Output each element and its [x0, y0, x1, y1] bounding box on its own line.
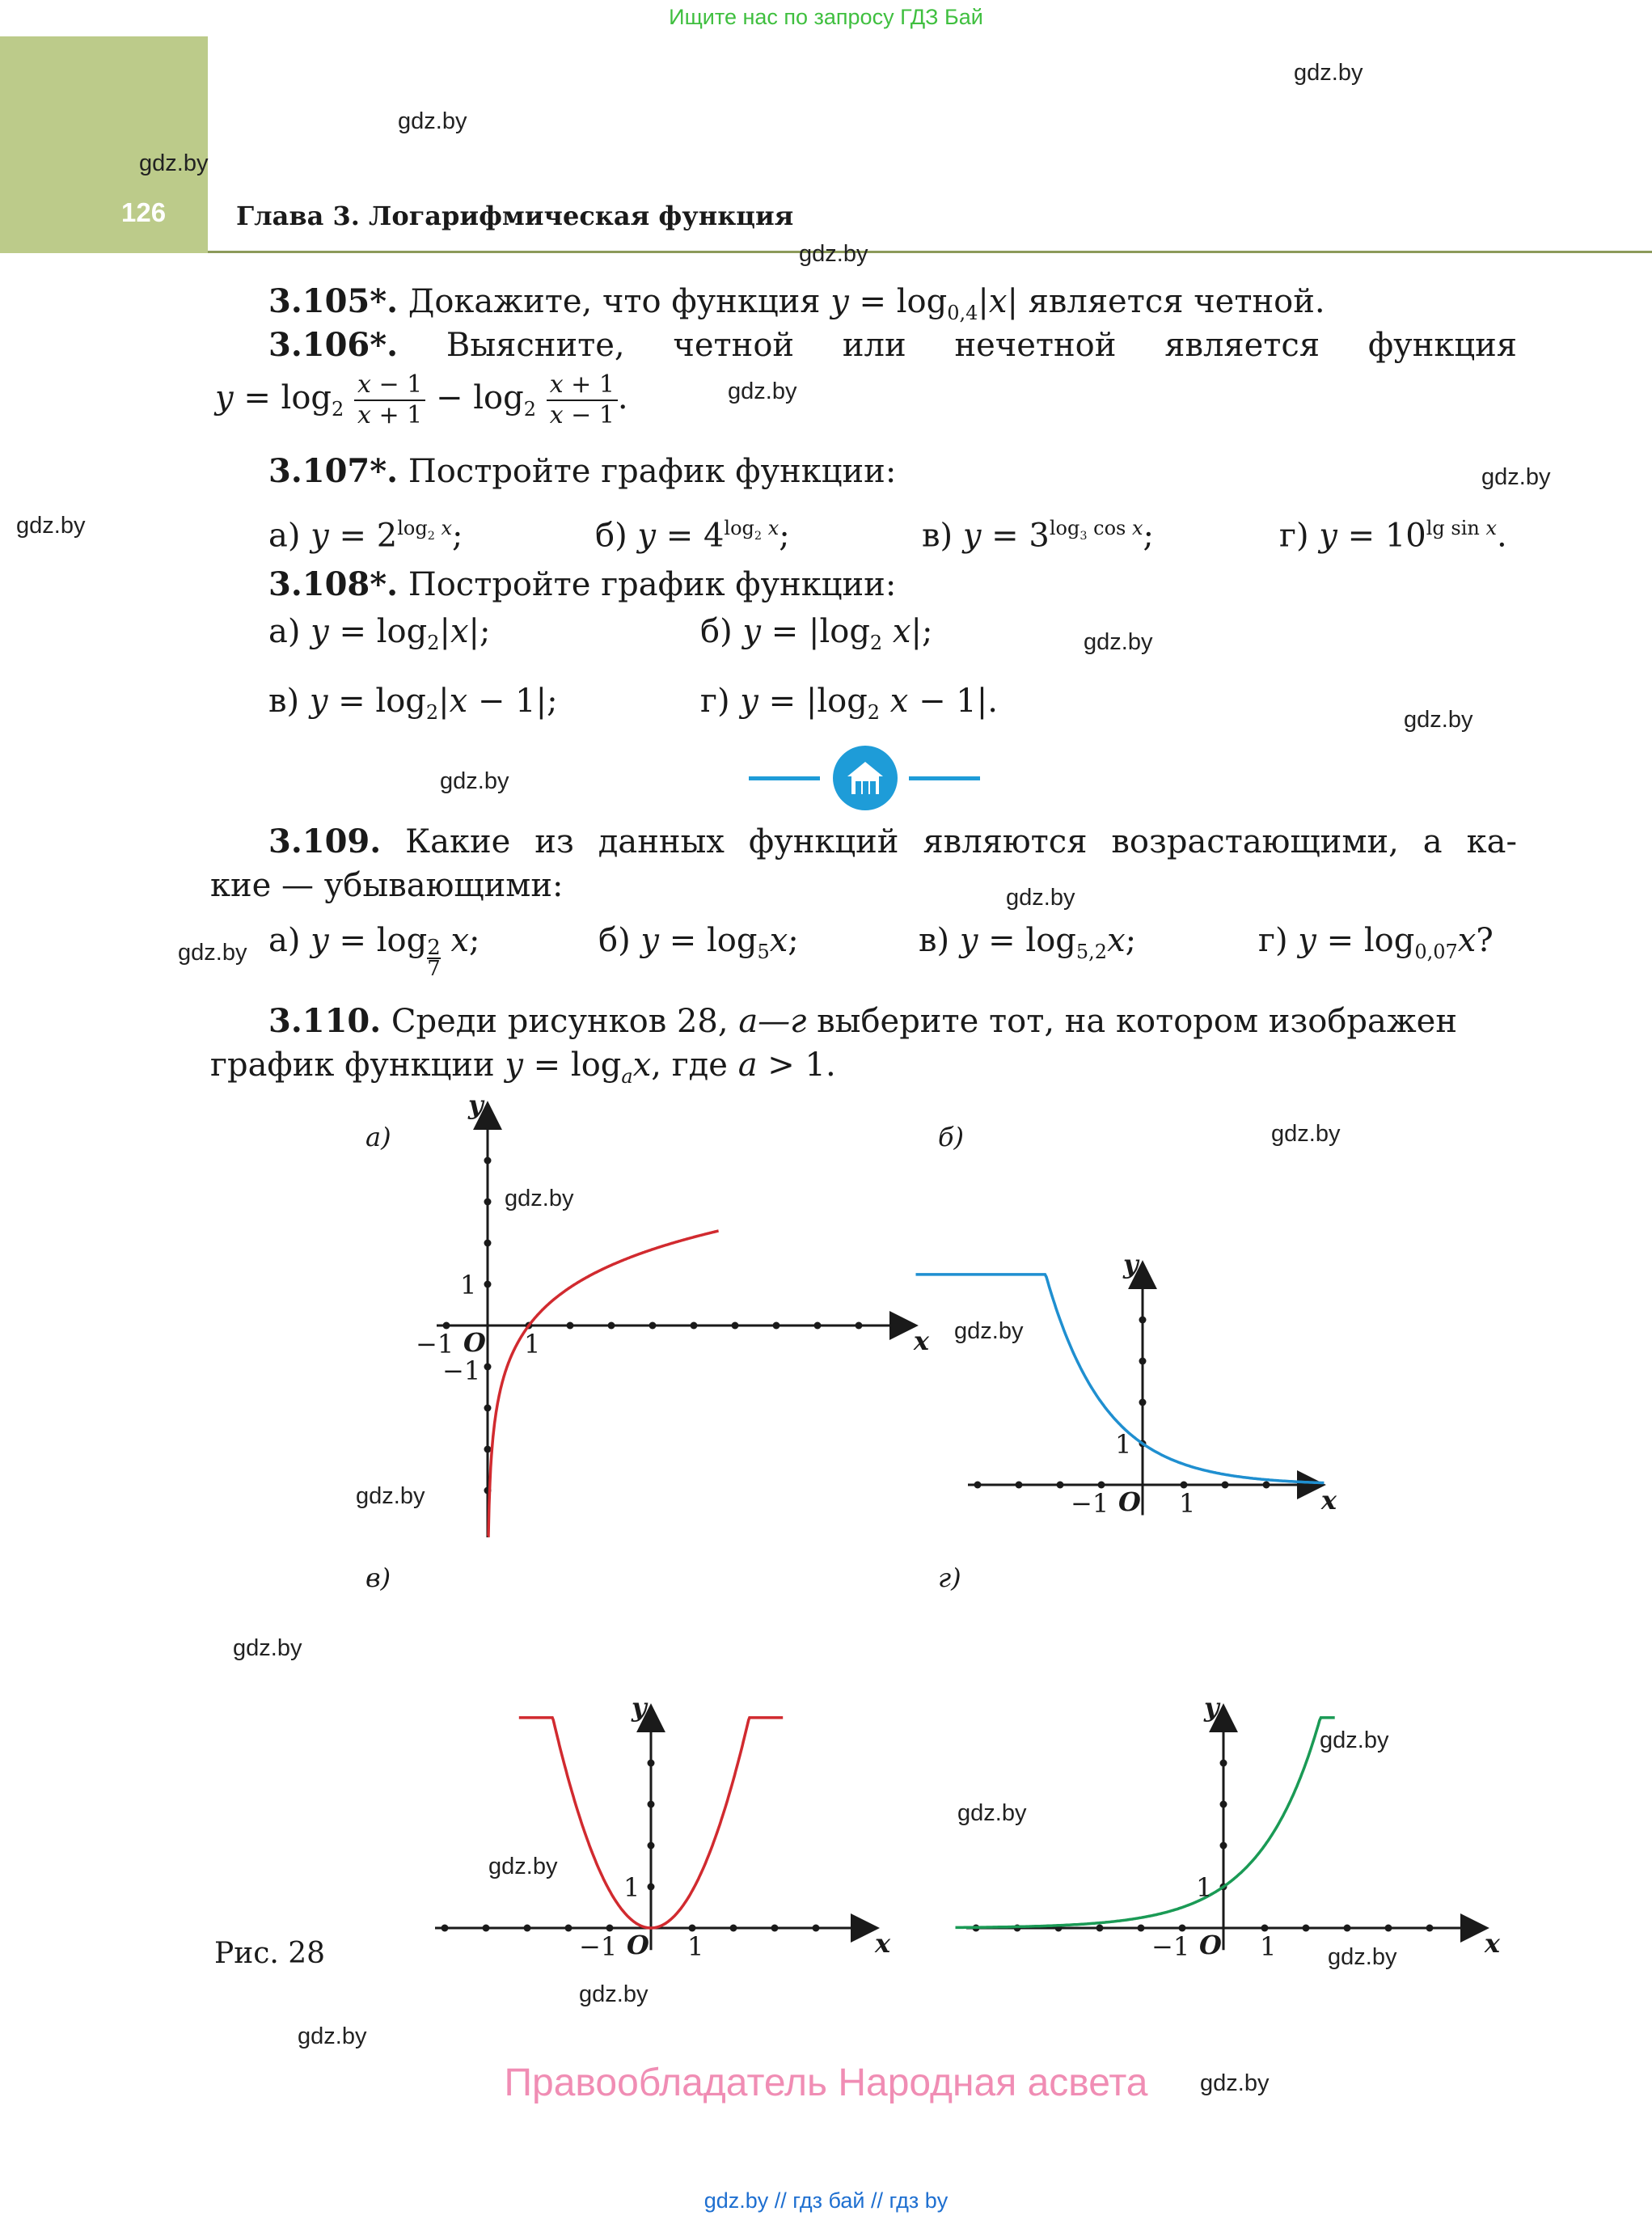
x-tick: [1138, 1925, 1145, 1932]
panel-label: в): [365, 1562, 391, 1593]
watermark: gdz.by: [298, 2023, 367, 2049]
origin-label: O: [1199, 1930, 1222, 1960]
problem-3-106-formula: $y = \log_2$ $\frac{x - 1}{x + 1}$ − $\log_2$ $\frac{x + 1}{x - 1}$ .: [215, 370, 628, 429]
y-minus-one-label: −1: [442, 1355, 481, 1386]
y-tick: [1220, 1801, 1227, 1808]
problem-text: Выясните, четной или нечетной является функция: [446, 327, 1517, 364]
problem-text: Постройте график функции:: [408, 566, 897, 603]
watermark: gdz.by: [505, 1186, 574, 1211]
x-tick: [649, 1322, 657, 1330]
problem-number: 3.109.: [268, 822, 382, 860]
y-tick: [1220, 1760, 1227, 1767]
problem-number: 3.107*.: [268, 452, 399, 490]
y-one-label: 1: [623, 1872, 640, 1903]
panel-g: [938, 1562, 1501, 1962]
x-one-label: 1: [687, 1931, 704, 1962]
watermark: gdz.by: [1006, 885, 1075, 911]
y-tick: [1139, 1317, 1147, 1324]
figure-caption: Рис. 28: [214, 1937, 326, 1970]
watermark: gdz.by: [1294, 60, 1363, 86]
problem-3-107-item: г) $y = 10^{lg sin x}$.: [1279, 517, 1507, 555]
x-tick: [565, 1925, 572, 1932]
x-tick: [974, 1482, 982, 1489]
x-minus-one-label: −1: [579, 1931, 618, 1962]
x-tick: [1303, 1925, 1310, 1932]
watermark: gdz.by: [16, 513, 86, 539]
x-tick: [691, 1322, 698, 1330]
search-banner[interactable]: Ищите нас по запросу ГДЗ Бай: [669, 5, 983, 29]
x-tick: [608, 1322, 615, 1330]
rights-holder: Правообладатель Народная асвета: [504, 2061, 1148, 2104]
x-minus-one-label: −1: [416, 1329, 454, 1359]
y-tick: [484, 1281, 492, 1288]
problem-3-110-line2: график функции $y = \log_ax$, где a > 1.: [210, 1046, 836, 1088]
y-tick: [484, 1157, 492, 1165]
problem-3-108-item: б) $y = |\log_2$ x|;: [700, 613, 933, 654]
watermark: gdz.by: [1200, 2070, 1270, 2096]
y-tick: [648, 1884, 655, 1891]
watermark: gdz.by: [488, 1854, 558, 1879]
panel-label: а): [365, 1122, 391, 1152]
x-tick: [1426, 1925, 1434, 1932]
y-axis-label: y: [468, 1089, 484, 1121]
y-axis-label: y: [1123, 1249, 1139, 1280]
problem-3-109-item: а) y = log $\frac{2}{7}$ x;: [268, 922, 480, 981]
watermark: gdz.by: [398, 108, 467, 134]
origin-label: O: [1118, 1486, 1141, 1517]
x-minus-one-label: −1: [1071, 1488, 1109, 1519]
x-minus-one-label: −1: [1151, 1931, 1190, 1962]
y-tick: [484, 1199, 492, 1206]
y-tick: [484, 1405, 492, 1412]
function-curve: [956, 1718, 1335, 1928]
x-axis-label: x: [875, 1928, 891, 1959]
y-axis-label: y: [632, 1692, 647, 1723]
footer-links[interactable]: gdz.by // гдз бай // гдз by: [703, 2188, 949, 2213]
x-tick: [856, 1322, 863, 1330]
watermark: gdz.by: [1404, 707, 1473, 733]
x-tick: [1344, 1925, 1351, 1932]
panel-label: г): [938, 1562, 961, 1593]
y-tick: [648, 1842, 655, 1850]
problem-number: 3.106*.: [268, 326, 399, 364]
origin-label: O: [627, 1930, 649, 1960]
panel-a: [365, 1089, 930, 1537]
panel-v: [365, 1562, 891, 1962]
y-one-label: 1: [1196, 1872, 1213, 1903]
x-tick: [483, 1925, 490, 1932]
x-tick: [1263, 1482, 1270, 1489]
problem-text: Какие из данных функций являются возрастающими, а ка-: [405, 823, 1517, 860]
problem-3-109-item: б) $y = \log_5x$;: [598, 922, 799, 963]
problem-3-105: 3.105*. Докажите, что функция $y = \log_{0,4}|x|$ является четной.: [268, 282, 1325, 324]
y-tick: [1220, 1842, 1227, 1850]
x-tick: [567, 1322, 574, 1330]
y-axis-label: y: [1204, 1692, 1219, 1723]
y-one-label: 1: [460, 1270, 477, 1300]
watermark: gdz.by: [1271, 1121, 1341, 1147]
x-tick: [1016, 1482, 1023, 1489]
watermark: gdz.by: [799, 241, 868, 267]
watermark: gdz.by: [954, 1318, 1024, 1344]
problem-text: Среди рисунков 28,: [391, 1003, 729, 1040]
x-tick: [813, 1925, 820, 1932]
problem-3-107-item: в) $y = 3^{log_3 cos x}$;: [922, 517, 1155, 555]
origin-label: O: [463, 1327, 486, 1358]
x-tick: [1057, 1482, 1064, 1489]
chapter-title: Глава 3. Логарифмическая функция: [236, 201, 794, 231]
watermark: gdz.by: [233, 1635, 302, 1661]
page-number: 126: [121, 197, 167, 227]
problem-3-108-item: а) $y = \log_2|x|$;: [268, 613, 491, 654]
watermark: gdz.by: [178, 940, 247, 966]
x-tick: [854, 1925, 861, 1932]
watermark: gdz.by: [1328, 1944, 1397, 1970]
y-one-label: 1: [1115, 1429, 1132, 1460]
watermark: gdz.by: [440, 768, 509, 794]
watermark: gdz.by: [356, 1483, 425, 1509]
problem-number: 3.105*.: [268, 282, 399, 320]
x-one-label: 1: [1179, 1488, 1196, 1519]
y-tick: [1139, 1358, 1147, 1365]
problem-3-108-item: г) $y = |\log_2$ x − 1|.: [700, 683, 998, 724]
y-tick: [1139, 1399, 1147, 1406]
problem-text: кие — убывающими:: [210, 867, 564, 904]
panel-b: [916, 1122, 1337, 1519]
y-tick: [648, 1760, 655, 1767]
x-tick: [730, 1925, 737, 1932]
y-tick: [484, 1240, 492, 1247]
problem-3-109-item: в) $y = \log_{5,2}x$;: [919, 922, 1137, 963]
problem-3-108-item: в) $y = \log_2|x - 1|$;: [268, 683, 558, 724]
problem-3-109-item: г) $y = \log_{0,07}x$?: [1258, 922, 1494, 963]
y-tick: [484, 1446, 492, 1453]
problem-text: выберите тот, на котором изображен: [817, 1003, 1458, 1040]
x-tick: [773, 1322, 780, 1330]
watermark: gdz.by: [1084, 629, 1153, 655]
y-tick: [648, 1801, 655, 1808]
problem-3-107-item: б) $y = 4^{log_2 x}$;: [595, 517, 790, 555]
problem-number: 3.110.: [268, 1002, 382, 1040]
watermark: gdz.by: [139, 150, 209, 176]
watermark: gdz.by: [579, 1981, 649, 2007]
x-one-label: 1: [524, 1329, 541, 1359]
function-curve: [488, 1231, 719, 1536]
problem-text: Докажите, что функция: [408, 283, 821, 320]
problem-number: 3.108*.: [268, 565, 399, 603]
x-one-label: 1: [1260, 1931, 1277, 1962]
x-axis-label: x: [1484, 1928, 1500, 1959]
x-tick: [732, 1322, 739, 1330]
x-tick: [1096, 1925, 1104, 1932]
problem-3-110: 3.110. Среди рисунков 28, а—г выберите тот, на котором изображен: [268, 1002, 1458, 1040]
watermark: gdz.by: [1481, 464, 1551, 490]
x-tick: [524, 1925, 531, 1932]
problem-text: Постройте график функции:: [408, 453, 897, 490]
problem-3-107-item: а) $y = 2^{log_2 x}$;: [268, 517, 463, 555]
y-tick: [484, 1364, 492, 1371]
watermark: gdz.by: [957, 1800, 1027, 1826]
x-tick: [442, 1925, 449, 1932]
x-tick: [1385, 1925, 1392, 1932]
x-axis-label: x: [1320, 1485, 1337, 1516]
watermark: gdz.by: [1320, 1727, 1389, 1753]
x-tick: [814, 1322, 822, 1330]
x-tick: [771, 1925, 779, 1932]
x-axis-label: x: [913, 1326, 929, 1356]
watermark: gdz.by: [728, 378, 797, 404]
x-tick: [1222, 1482, 1229, 1489]
problem-text-tail: является четной.: [1028, 283, 1325, 320]
panel-label: б): [938, 1122, 965, 1152]
